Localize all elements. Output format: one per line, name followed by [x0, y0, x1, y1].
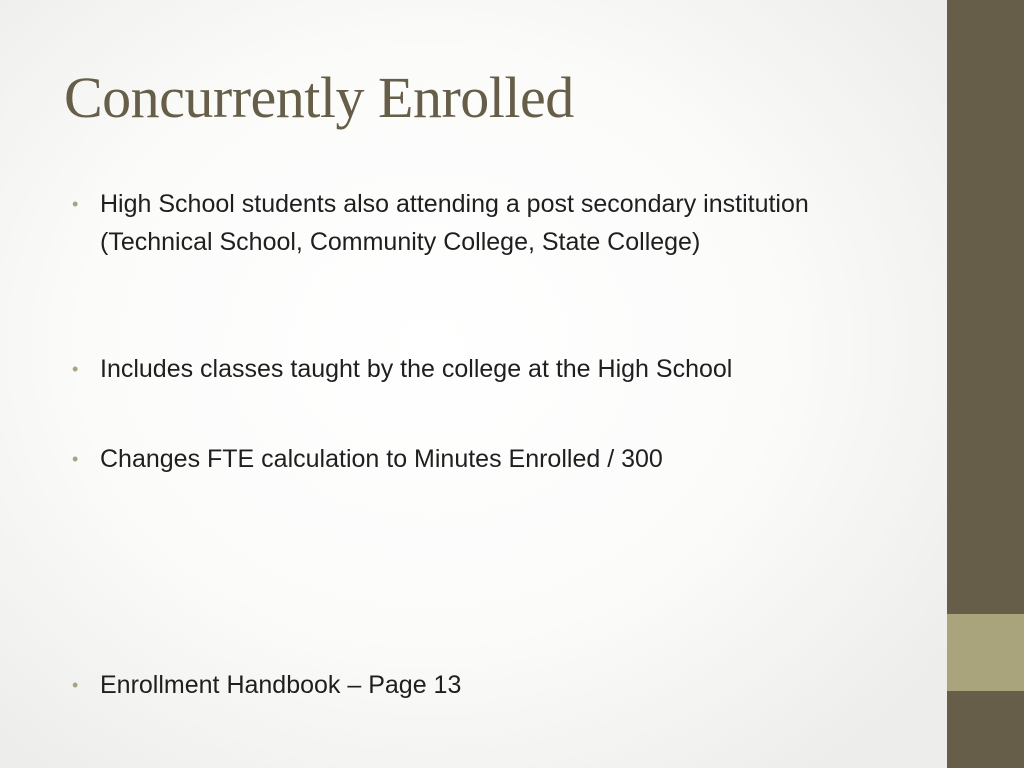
- bullet-dot-icon: •: [72, 194, 79, 214]
- bullet-item: [72, 666, 812, 704]
- bullet-item: [72, 350, 812, 388]
- bullet-item: [72, 185, 812, 261]
- bullet-dot-icon: •: [72, 359, 79, 379]
- bullet-dot-icon: •: [72, 449, 79, 469]
- bullet-text: Enrollment Handbook – Page 13: [100, 671, 462, 699]
- bullet-text: Changes FTE calculation to Minutes Enrolled / 300: [100, 445, 663, 473]
- bullet-text: Includes classes taught by the college at the High School: [100, 355, 733, 383]
- bullet-text: High School students also attending a post secondary institution (Technical School, Community College, State College): [100, 190, 809, 256]
- bullet-dot-icon: •: [72, 675, 79, 695]
- bullet-item: [72, 440, 812, 478]
- side-accent-block: [947, 614, 1024, 691]
- slide-title: Concurrently Enrolled: [64, 65, 574, 130]
